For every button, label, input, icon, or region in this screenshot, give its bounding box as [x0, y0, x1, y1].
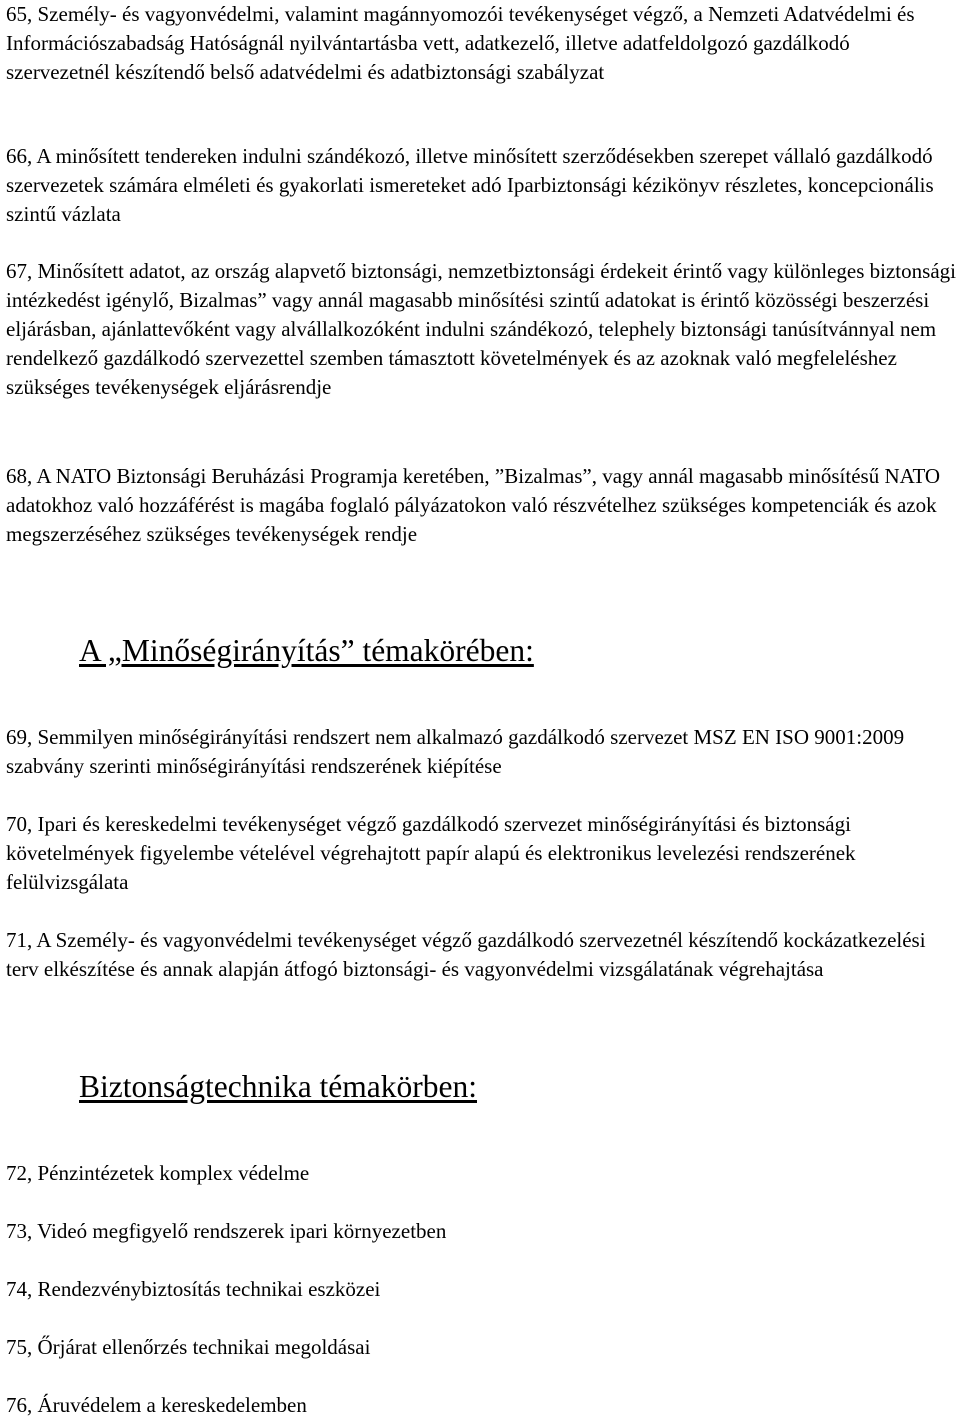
list-item-71: 71, A Személy- és vagyonvédelmi tevékenységet végző gazdálkodó szervezetnél készítendő kockázatkezelési terv elkészítése és annak alapján átfogó biztonsági- és vagyonvédelmi vizsgálatának végrehajtása: [6, 928, 926, 981]
section-heading-quality: A „Minőségirányítás” témakörében:: [79, 633, 534, 668]
list-item-73: 73, Videó megfigyelő rendszerek ipari környezetben: [6, 1219, 447, 1243]
list-item-75: 75, Őrjárat ellenőrzés technikai megoldásai: [6, 1335, 371, 1359]
list-item-72: 72, Pénzintézetek komplex védelme: [6, 1161, 310, 1185]
list-item-69: 69, Semmilyen minőségirányítási rendszert nem alkalmazó gazdálkodó szervezet MSZ EN ISO 9001:2009 szabvány szerinti minőségirányítási rendszerének kiépítése: [6, 725, 905, 778]
section-heading-security-tech: Biztonságtechnika témakörben:: [79, 1069, 477, 1104]
list-item-65: 65, Személy- és vagyonvédelmi, valamint magánnyomozói tevékenységet végző, a Nemzeti Adatvédelmi és Információszabadság Hatóságnál nyilvántartásba vett, adatkezelő, illetve adatfeldolgozó gazdálkodó szervezetnél készítendő belső adatvédelmi és adatbiztonsági szabályzat: [6, 2, 915, 84]
list-item-76: 76, Áruvédelem a kereskedelemben: [6, 1393, 307, 1417]
list-item-68: 68, A NATO Biztonsági Beruházási Programja keretében, ”Bizalmas”, vagy annál magasabb minősítésű NATO adatokhoz való hozzáférést is magába foglaló pályázatokon való részvételhez szükséges kompetenciák és azok megszerzéséhez szükséges tevékenységek rendje: [6, 464, 941, 546]
list-item-74: 74, Rendezvénybiztosítás technikai eszközei: [6, 1277, 381, 1301]
list-item-66: 66, A minősített tendereken indulni szándékozó, illetve minősített szerződésekben szerepet vállaló gazdálkodó szervezetek számára elméleti és gyakorlati ismereteket adó Iparbiztonsági kézikönyv részletes, koncepcionális szintű vázlata: [6, 144, 934, 226]
list-item-67: 67, Minősített adatot, az ország alapvető biztonsági, nemzetbiztonsági érdekeit érintő vagy különleges biztonsági intézkedést igénylő, Bizalmas” vagy annál magasabb minősítési szintű adatokat is érintő közösségi beszerzési eljárásban, ajánlattevőként vagy alvállalkozóként indulni szándékozó, telephely biztonsági tanúsítvánnyal nem rendelkező gazdálkodó szervezettel szemben támasztott követelmények és az azoknak való megfeleléshez szükséges tevékenységek eljárásrendje: [6, 259, 956, 399]
list-item-70: 70, Ipari és kereskedelmi tevékenységet végző gazdálkodó szervezet minőségirányítási és biztonsági követelmények figyelembe vételével végrehajtott papír alapú és elektronikus levelezési rendszerének felülvizsgálata: [6, 812, 856, 894]
